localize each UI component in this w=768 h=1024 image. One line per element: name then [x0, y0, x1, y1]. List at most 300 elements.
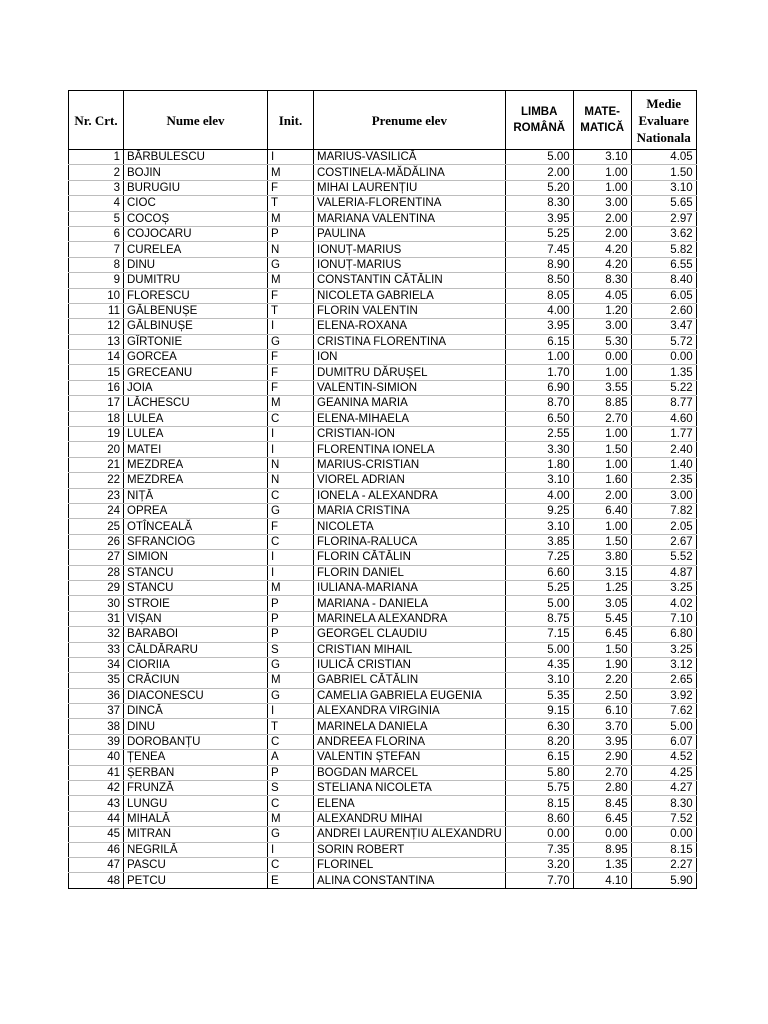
table-row — [69, 226, 697, 241]
cell-limba-romana: 8.50 — [505, 273, 573, 288]
table-row — [69, 165, 697, 180]
cell-medie: 0.00 — [631, 350, 696, 365]
cell-nr: 28 — [69, 565, 124, 580]
header-medie — [631, 91, 696, 150]
table-body — [69, 150, 697, 889]
cell-limba-romana: 6.50 — [505, 411, 573, 426]
cell-medie: 3.12 — [631, 657, 696, 672]
cell-nume: BURUGIU — [124, 180, 268, 195]
cell-limba-romana: 3.85 — [505, 534, 573, 549]
cell-medie: 6.05 — [631, 288, 696, 303]
cell-medie: 3.00 — [631, 488, 696, 503]
cell-init: M — [268, 273, 314, 288]
cell-init: G — [268, 827, 314, 842]
cell-init: T — [268, 719, 314, 734]
cell-matematica: 2.70 — [573, 765, 631, 780]
cell-medie: 4.25 — [631, 765, 696, 780]
cell-limba-romana: 0.00 — [505, 827, 573, 842]
cell-limba-romana: 8.15 — [505, 796, 573, 811]
cell-matematica: 0.00 — [573, 827, 631, 842]
results-table — [68, 90, 697, 889]
table-row — [69, 503, 697, 518]
cell-matematica: 2.00 — [573, 488, 631, 503]
table-row — [69, 719, 697, 734]
cell-limba-romana: 1.00 — [505, 350, 573, 365]
cell-limba-romana: 5.20 — [505, 180, 573, 195]
cell-medie: 7.62 — [631, 704, 696, 719]
cell-init: C — [268, 796, 314, 811]
cell-limba-romana: 5.00 — [505, 642, 573, 657]
cell-prenume: MARINELA DANIELA — [314, 719, 506, 734]
cell-prenume: FLORINA-RALUCA — [314, 534, 506, 549]
cell-matematica: 1.00 — [573, 519, 631, 534]
cell-nume: STANCU — [124, 565, 268, 580]
cell-nume: DOROBANȚU — [124, 734, 268, 749]
cell-matematica: 1.60 — [573, 473, 631, 488]
cell-medie: 1.77 — [631, 427, 696, 442]
cell-matematica: 2.50 — [573, 688, 631, 703]
cell-nr: 43 — [69, 796, 124, 811]
cell-limba-romana: 3.10 — [505, 673, 573, 688]
cell-prenume: MARIANA VALENTINA — [314, 211, 506, 226]
cell-prenume: IONUȚ-MARIUS — [314, 257, 506, 272]
cell-medie: 7.52 — [631, 811, 696, 826]
cell-prenume: MARINELA ALEXANDRA — [314, 611, 506, 626]
cell-matematica: 6.45 — [573, 627, 631, 642]
cell-nr: 48 — [69, 873, 124, 888]
table-row — [69, 734, 697, 749]
cell-medie: 8.77 — [631, 396, 696, 411]
cell-nr: 29 — [69, 580, 124, 595]
cell-nume: BĂRBULESCU — [124, 150, 268, 165]
cell-matematica: 1.35 — [573, 857, 631, 872]
cell-nr: 42 — [69, 781, 124, 796]
table-row — [69, 611, 697, 626]
cell-init: G — [268, 657, 314, 672]
cell-nr: 44 — [69, 811, 124, 826]
table-row — [69, 365, 697, 380]
cell-prenume: CRISTIAN MIHAIL — [314, 642, 506, 657]
cell-matematica: 8.30 — [573, 273, 631, 288]
cell-nr: 27 — [69, 550, 124, 565]
table-row — [69, 211, 697, 226]
cell-limba-romana: 3.30 — [505, 442, 573, 457]
cell-medie: 4.87 — [631, 565, 696, 580]
cell-init: C — [268, 488, 314, 503]
cell-matematica: 1.00 — [573, 457, 631, 472]
cell-limba-romana: 3.10 — [505, 473, 573, 488]
cell-prenume: FLORIN CĂTĂLIN — [314, 550, 506, 565]
cell-prenume: MARIA CRISTINA — [314, 503, 506, 518]
cell-prenume: FLORENTINA IONELA — [314, 442, 506, 457]
header-mate-line1: MATE- — [584, 106, 620, 118]
table-row — [69, 273, 697, 288]
cell-matematica: 2.80 — [573, 781, 631, 796]
cell-prenume: DUMITRU DĂRUȘEL — [314, 365, 506, 380]
cell-init: M — [268, 211, 314, 226]
cell-matematica: 2.00 — [573, 211, 631, 226]
cell-nr: 41 — [69, 765, 124, 780]
cell-matematica: 3.15 — [573, 565, 631, 580]
cell-prenume: CONSTANTIN CĂTĂLIN — [314, 273, 506, 288]
cell-prenume: MARIANA - DANIELA — [314, 596, 506, 611]
cell-nume: CIOC — [124, 196, 268, 211]
cell-nr: 40 — [69, 750, 124, 765]
cell-nr: 17 — [69, 396, 124, 411]
cell-nume: GRECEANU — [124, 365, 268, 380]
cell-nume: CIORIIA — [124, 657, 268, 672]
cell-matematica: 3.55 — [573, 380, 631, 395]
cell-prenume: CRISTINA FLORENTINA — [314, 334, 506, 349]
cell-matematica: 1.25 — [573, 580, 631, 595]
cell-limba-romana: 5.00 — [505, 596, 573, 611]
cell-prenume: VALERIA-FLORENTINA — [314, 196, 506, 211]
cell-init: G — [268, 257, 314, 272]
cell-nume: CĂLDĂRARU — [124, 642, 268, 657]
cell-prenume: ION — [314, 350, 506, 365]
cell-nr: 11 — [69, 303, 124, 318]
cell-limba-romana: 4.35 — [505, 657, 573, 672]
cell-medie: 8.40 — [631, 273, 696, 288]
cell-prenume: ELENA-ROXANA — [314, 319, 506, 334]
cell-nr: 20 — [69, 442, 124, 457]
cell-limba-romana: 6.30 — [505, 719, 573, 734]
table-row — [69, 396, 697, 411]
cell-limba-romana: 2.00 — [505, 165, 573, 180]
cell-nume: LULEA — [124, 411, 268, 426]
cell-medie: 3.25 — [631, 580, 696, 595]
cell-prenume: MARIUS-VASILICĂ — [314, 150, 506, 165]
cell-nr: 12 — [69, 319, 124, 334]
cell-matematica: 3.95 — [573, 734, 631, 749]
table-row — [69, 704, 697, 719]
cell-nr: 46 — [69, 842, 124, 857]
cell-limba-romana: 8.30 — [505, 196, 573, 211]
cell-medie: 2.27 — [631, 857, 696, 872]
cell-init: F — [268, 350, 314, 365]
cell-medie: 1.35 — [631, 365, 696, 380]
cell-medie: 1.40 — [631, 457, 696, 472]
cell-limba-romana: 3.95 — [505, 211, 573, 226]
cell-prenume: IULIANA-MARIANA — [314, 580, 506, 595]
cell-medie: 1.50 — [631, 165, 696, 180]
cell-nr: 8 — [69, 257, 124, 272]
cell-nr: 36 — [69, 688, 124, 703]
table-row — [69, 350, 697, 365]
table-row — [69, 857, 697, 872]
cell-nr: 16 — [69, 380, 124, 395]
cell-limba-romana: 3.10 — [505, 519, 573, 534]
cell-limba-romana: 4.00 — [505, 488, 573, 503]
cell-nr: 38 — [69, 719, 124, 734]
cell-nume: BOJIN — [124, 165, 268, 180]
cell-nume: CURELEA — [124, 242, 268, 257]
cell-nume: DIACONESCU — [124, 688, 268, 703]
cell-init: I — [268, 442, 314, 457]
cell-nume: DINU — [124, 257, 268, 272]
cell-limba-romana: 7.70 — [505, 873, 573, 888]
cell-limba-romana: 5.80 — [505, 765, 573, 780]
cell-medie: 8.30 — [631, 796, 696, 811]
table-row — [69, 534, 697, 549]
cell-nume: OPREA — [124, 503, 268, 518]
header-limba-line2: ROMÂNĂ — [513, 122, 566, 134]
cell-init: I — [268, 565, 314, 580]
cell-init: G — [268, 688, 314, 703]
cell-matematica: 3.70 — [573, 719, 631, 734]
cell-limba-romana: 3.20 — [505, 857, 573, 872]
cell-matematica: 0.00 — [573, 350, 631, 365]
table-row — [69, 303, 697, 318]
header-limba-romana — [505, 91, 573, 150]
cell-medie: 5.90 — [631, 873, 696, 888]
cell-init: T — [268, 303, 314, 318]
cell-prenume: GEANINA MARIA — [314, 396, 506, 411]
table-row — [69, 657, 697, 672]
cell-nr: 19 — [69, 427, 124, 442]
cell-prenume: BOGDAN MARCEL — [314, 765, 506, 780]
table-row — [69, 750, 697, 765]
table-row — [69, 673, 697, 688]
cell-prenume: ANDREEA FLORINA — [314, 734, 506, 749]
table-row — [69, 196, 697, 211]
cell-medie: 4.60 — [631, 411, 696, 426]
cell-init: I — [268, 704, 314, 719]
cell-limba-romana: 7.45 — [505, 242, 573, 257]
cell-matematica: 1.00 — [573, 427, 631, 442]
cell-nr: 15 — [69, 365, 124, 380]
cell-limba-romana: 9.25 — [505, 503, 573, 518]
cell-prenume: VIOREL ADRIAN — [314, 473, 506, 488]
cell-matematica: 3.10 — [573, 150, 631, 165]
cell-init: P — [268, 627, 314, 642]
cell-nr: 7 — [69, 242, 124, 257]
cell-prenume: CRISTIAN-ION — [314, 427, 506, 442]
header-medie-line3: Nationala — [636, 129, 691, 145]
header-medie-line1: Medie — [646, 95, 682, 111]
cell-prenume: FLORIN DANIEL — [314, 565, 506, 580]
cell-medie: 6.07 — [631, 734, 696, 749]
cell-medie: 2.40 — [631, 442, 696, 457]
cell-medie: 2.05 — [631, 519, 696, 534]
table-row — [69, 442, 697, 457]
header-limba-line1: LIMBA — [520, 106, 558, 118]
cell-medie: 4.02 — [631, 596, 696, 611]
cell-medie: 3.10 — [631, 180, 696, 195]
cell-nume: LĂCHESCU — [124, 396, 268, 411]
cell-matematica: 3.00 — [573, 319, 631, 334]
cell-prenume: ELENA — [314, 796, 506, 811]
cell-limba-romana: 6.90 — [505, 380, 573, 395]
cell-init: I — [268, 427, 314, 442]
cell-prenume: IULICĂ CRISTIAN — [314, 657, 506, 672]
header-matematica — [573, 91, 631, 150]
cell-limba-romana: 5.25 — [505, 580, 573, 595]
table-row — [69, 411, 697, 426]
cell-matematica: 6.45 — [573, 811, 631, 826]
cell-limba-romana: 9.15 — [505, 704, 573, 719]
cell-medie: 2.60 — [631, 303, 696, 318]
cell-init: F — [268, 180, 314, 195]
cell-matematica: 2.00 — [573, 226, 631, 241]
cell-nume: MITRAN — [124, 827, 268, 842]
cell-init: F — [268, 380, 314, 395]
cell-matematica: 4.20 — [573, 242, 631, 257]
cell-nume: LULEA — [124, 427, 268, 442]
cell-matematica: 3.05 — [573, 596, 631, 611]
cell-init: F — [268, 519, 314, 534]
cell-nume: STROIE — [124, 596, 268, 611]
cell-prenume: ALEXANDRA VIRGINIA — [314, 704, 506, 719]
cell-limba-romana: 8.60 — [505, 811, 573, 826]
cell-nr: 4 — [69, 196, 124, 211]
cell-prenume: ALEXANDRU MIHAI — [314, 811, 506, 826]
cell-limba-romana: 6.15 — [505, 334, 573, 349]
cell-nr: 6 — [69, 226, 124, 241]
cell-medie: 3.92 — [631, 688, 696, 703]
cell-prenume: MARIUS-CRISTIAN — [314, 457, 506, 472]
cell-medie: 4.05 — [631, 150, 696, 165]
cell-init: E — [268, 873, 314, 888]
cell-nr: 30 — [69, 596, 124, 611]
cell-limba-romana: 8.20 — [505, 734, 573, 749]
cell-nr: 35 — [69, 673, 124, 688]
cell-prenume: STELIANA NICOLETA — [314, 781, 506, 796]
cell-init: M — [268, 165, 314, 180]
table-row — [69, 319, 697, 334]
table-row — [69, 565, 697, 580]
cell-nume: COJOCARU — [124, 226, 268, 241]
cell-nr: 5 — [69, 211, 124, 226]
cell-nr: 10 — [69, 288, 124, 303]
cell-matematica: 1.50 — [573, 642, 631, 657]
cell-nume: CRĂCIUN — [124, 673, 268, 688]
cell-limba-romana: 3.95 — [505, 319, 573, 334]
cell-matematica: 5.30 — [573, 334, 631, 349]
header-init: Init. — [268, 91, 314, 150]
cell-matematica: 2.20 — [573, 673, 631, 688]
cell-nr: 31 — [69, 611, 124, 626]
cell-medie: 5.00 — [631, 719, 696, 734]
cell-prenume: VALENTIN-SIMION — [314, 380, 506, 395]
cell-nume: MEZDREA — [124, 473, 268, 488]
cell-init: I — [268, 550, 314, 565]
cell-matematica: 1.00 — [573, 180, 631, 195]
cell-limba-romana: 7.25 — [505, 550, 573, 565]
cell-medie: 3.47 — [631, 319, 696, 334]
cell-medie: 0.00 — [631, 827, 696, 842]
cell-limba-romana: 5.25 — [505, 226, 573, 241]
header-medie-line2: Evaluare — [638, 112, 689, 128]
cell-init: I — [268, 150, 314, 165]
cell-prenume: GEORGEL CLAUDIU — [314, 627, 506, 642]
cell-medie: 2.35 — [631, 473, 696, 488]
table-row — [69, 150, 697, 165]
cell-nr: 9 — [69, 273, 124, 288]
cell-init: P — [268, 226, 314, 241]
table-row — [69, 781, 697, 796]
cell-limba-romana: 6.15 — [505, 750, 573, 765]
cell-prenume: IONUȚ-MARIUS — [314, 242, 506, 257]
cell-nr: 26 — [69, 534, 124, 549]
cell-limba-romana: 5.00 — [505, 150, 573, 165]
cell-matematica: 1.20 — [573, 303, 631, 318]
cell-limba-romana: 8.05 — [505, 288, 573, 303]
cell-nr: 1 — [69, 150, 124, 165]
cell-nr: 24 — [69, 503, 124, 518]
table-row — [69, 380, 697, 395]
cell-nr: 18 — [69, 411, 124, 426]
cell-matematica: 4.05 — [573, 288, 631, 303]
table-row — [69, 842, 697, 857]
header-prenume-elev: Prenume elev — [314, 91, 506, 150]
cell-prenume: PAULINA — [314, 226, 506, 241]
cell-nr: 45 — [69, 827, 124, 842]
cell-medie: 6.55 — [631, 257, 696, 272]
table-row — [69, 580, 697, 595]
cell-init: C — [268, 857, 314, 872]
cell-init: N — [268, 473, 314, 488]
cell-nume: STANCU — [124, 580, 268, 595]
cell-nume: MIHALĂ — [124, 811, 268, 826]
table-row — [69, 427, 697, 442]
cell-init: S — [268, 642, 314, 657]
cell-nume: DUMITRU — [124, 273, 268, 288]
cell-nume: SIMION — [124, 550, 268, 565]
cell-nume: GĂLBINUȘE — [124, 319, 268, 334]
table-row — [69, 627, 697, 642]
cell-nr: 23 — [69, 488, 124, 503]
table-row — [69, 642, 697, 657]
table-row — [69, 873, 697, 888]
cell-prenume: MIHAI LAURENȚIU — [314, 180, 506, 195]
cell-limba-romana: 5.35 — [505, 688, 573, 703]
cell-limba-romana: 8.90 — [505, 257, 573, 272]
cell-medie: 6.80 — [631, 627, 696, 642]
cell-matematica: 4.20 — [573, 257, 631, 272]
cell-limba-romana: 4.00 — [505, 303, 573, 318]
cell-nr: 25 — [69, 519, 124, 534]
cell-limba-romana: 5.75 — [505, 781, 573, 796]
cell-matematica: 6.10 — [573, 704, 631, 719]
cell-nume: SFRANCIOG — [124, 534, 268, 549]
cell-init: F — [268, 365, 314, 380]
cell-matematica: 4.10 — [573, 873, 631, 888]
cell-matematica: 2.70 — [573, 411, 631, 426]
cell-nume: FRUNZĂ — [124, 781, 268, 796]
table-row — [69, 334, 697, 349]
cell-nume: GORCEA — [124, 350, 268, 365]
cell-init: C — [268, 734, 314, 749]
table-row — [69, 288, 697, 303]
cell-prenume: ELENA-MIHAELA — [314, 411, 506, 426]
cell-nr: 21 — [69, 457, 124, 472]
cell-nume: NIȚĂ — [124, 488, 268, 503]
cell-nume: MEZDREA — [124, 457, 268, 472]
cell-nr: 22 — [69, 473, 124, 488]
cell-nume: DINU — [124, 719, 268, 734]
cell-prenume: NICOLETA — [314, 519, 506, 534]
cell-matematica: 8.95 — [573, 842, 631, 857]
cell-nr: 32 — [69, 627, 124, 642]
cell-init: P — [268, 765, 314, 780]
cell-init: N — [268, 457, 314, 472]
cell-matematica: 1.50 — [573, 534, 631, 549]
cell-medie: 5.52 — [631, 550, 696, 565]
cell-nr: 34 — [69, 657, 124, 672]
cell-init: C — [268, 411, 314, 426]
cell-init: M — [268, 580, 314, 595]
